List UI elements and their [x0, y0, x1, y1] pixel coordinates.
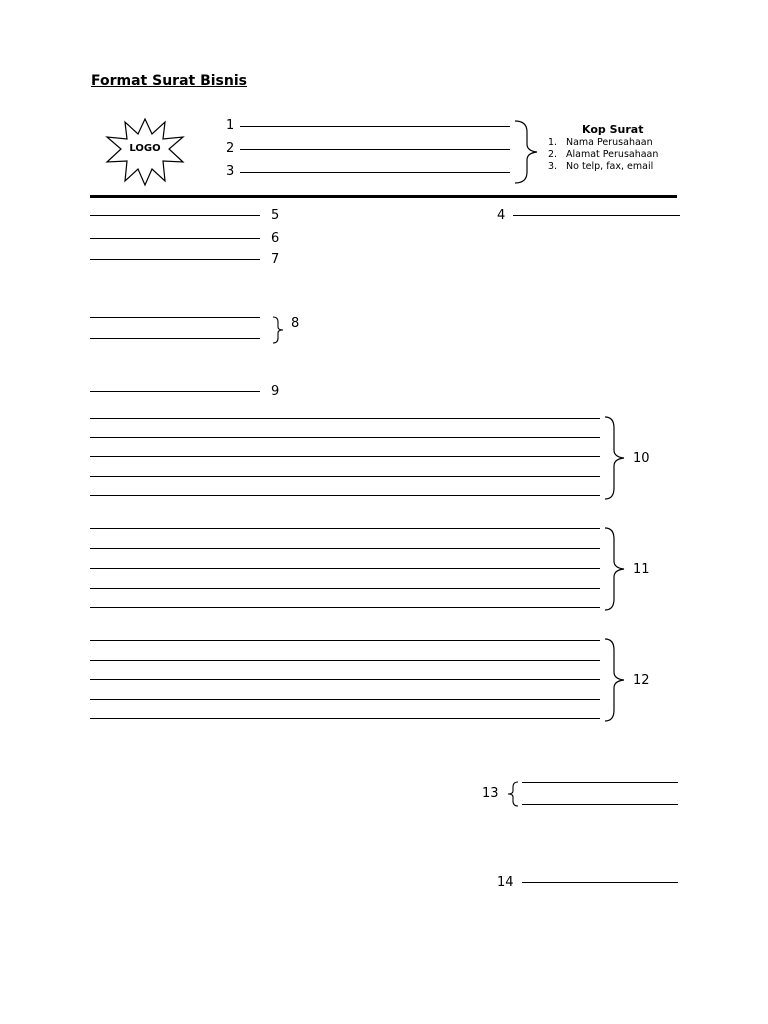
header-separator	[90, 195, 677, 198]
list-item: 2. Alamat Perusahaan	[548, 149, 659, 160]
logo-label: LOGO	[129, 143, 161, 154]
logo-placeholder	[105, 117, 185, 187]
brace-11	[604, 527, 628, 611]
line-12a	[90, 640, 600, 641]
marker-6: 6	[271, 231, 280, 246]
brace-10	[604, 416, 628, 500]
marker-11: 11	[633, 562, 650, 577]
kop-surat-heading: Kop Surat	[582, 123, 644, 136]
list-item: 3. No telp, fax, email	[548, 161, 654, 172]
line-1	[240, 126, 510, 127]
brace-13	[506, 781, 520, 807]
marker-7: 7	[271, 252, 280, 267]
line-8b	[90, 338, 260, 339]
line-10e	[90, 495, 600, 496]
marker-10: 10	[633, 451, 650, 466]
line-8a	[90, 317, 260, 318]
line-11e	[90, 607, 600, 608]
line-10a	[90, 418, 600, 419]
marker-12: 12	[633, 673, 650, 688]
brace-8	[272, 316, 286, 344]
line-12b	[90, 660, 600, 661]
line-14	[522, 882, 678, 883]
line-2	[240, 149, 510, 150]
marker-5: 5	[271, 208, 280, 223]
marker-3: 3	[226, 164, 235, 179]
marker-9: 9	[271, 384, 280, 399]
line-11d	[90, 588, 600, 589]
marker-13: 13	[482, 786, 499, 801]
line-13a	[522, 782, 678, 783]
marker-8: 8	[291, 316, 300, 331]
list-item: 1. Nama Perusahaan	[548, 137, 653, 148]
page-title: Format Surat Bisnis	[91, 73, 247, 89]
marker-4: 4	[497, 208, 506, 223]
marker-14: 14	[497, 875, 514, 890]
line-10d	[90, 476, 600, 477]
line-5	[90, 215, 260, 216]
kop-surat-list	[548, 137, 658, 173]
line-4	[513, 215, 680, 216]
line-6	[90, 238, 260, 239]
line-11c	[90, 568, 600, 569]
line-12d	[90, 699, 600, 700]
line-9	[90, 391, 260, 392]
line-12e	[90, 718, 600, 719]
line-11a	[90, 528, 600, 529]
line-12c	[90, 679, 600, 680]
line-3	[240, 172, 510, 173]
brace-12	[604, 638, 628, 722]
line-13b	[522, 804, 678, 805]
line-10c	[90, 456, 600, 457]
marker-2: 2	[226, 141, 235, 156]
marker-1: 1	[226, 118, 235, 133]
kop-brace	[513, 120, 543, 184]
line-7	[90, 259, 260, 260]
line-10b	[90, 437, 600, 438]
line-11b	[90, 548, 600, 549]
